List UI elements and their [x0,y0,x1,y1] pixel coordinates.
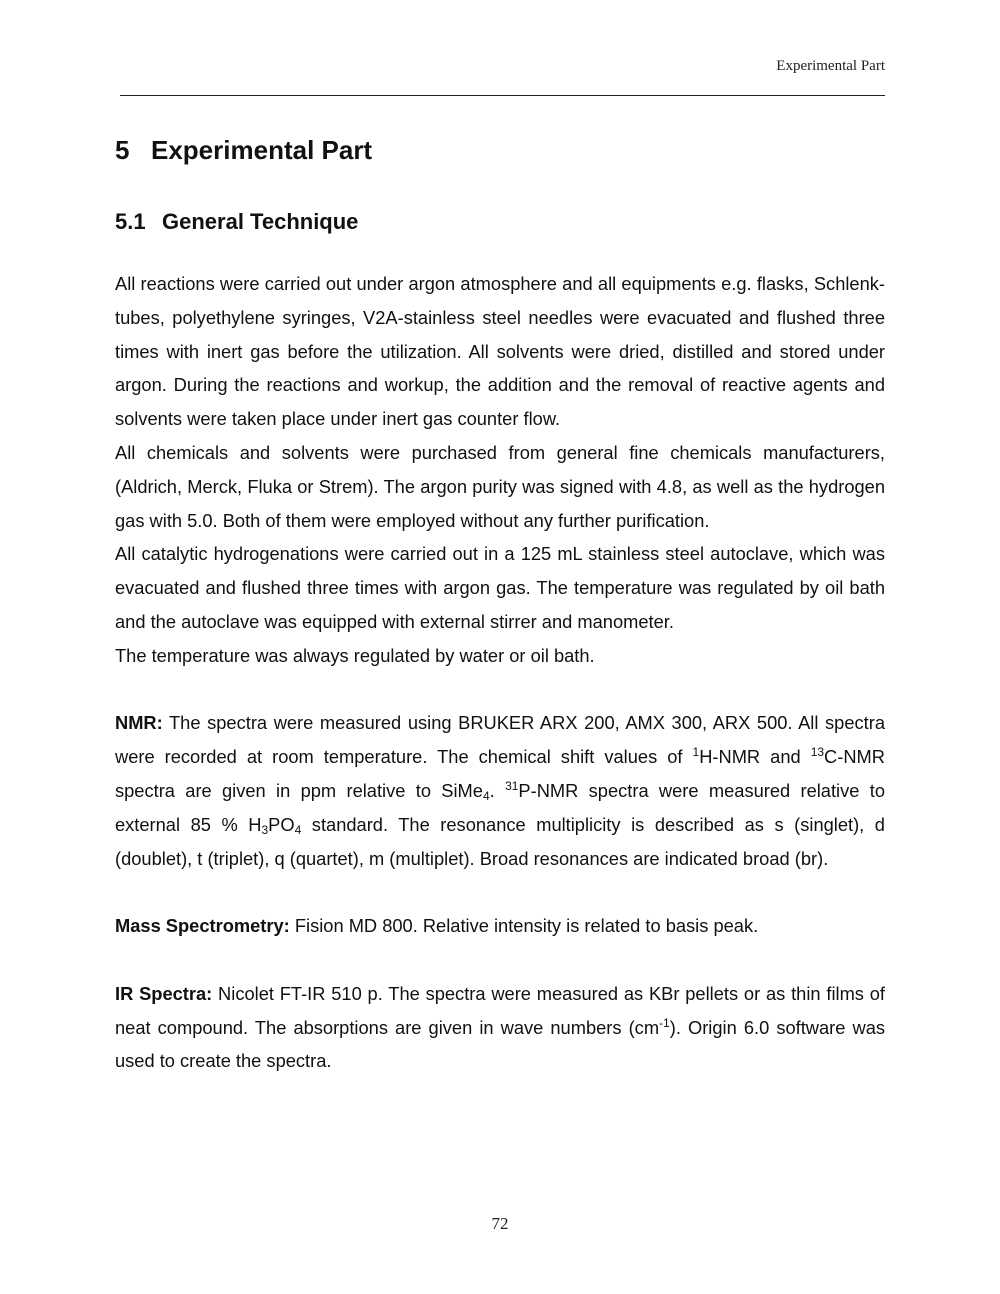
page-content [115,128,885,1078]
page-number: 72 [491,1214,509,1233]
paragraph-nmr [115,706,885,875]
paragraph-chemicals: All chemicals and solvents were purchased from general fine chemicals manufacturers, (Aldrich, Merck, Fluka or Strem). The argon purity was signed with 4.8, as well as the hydrogen gas with 5.0. Both of them were employed without any further purification. [115,441,885,531]
paragraph-temperature: The temperature was always regulated by water or oil bath. [115,644,595,666]
running-header: Experimental Part [776,58,885,74]
nmr-text: PO [268,813,295,835]
subscript: 4 [482,788,490,803]
mass-label: Mass Spectrometry: [115,915,290,937]
subscript: 3 [261,822,269,837]
spacer [115,673,885,707]
superscript: 13 [810,745,825,760]
paragraph-ir-spectra [115,977,885,1078]
ir-text: Nicolet FT-IR 510 p. The spectra were measured as KBr pellets or as thin films of neat compound. The absorptions are given in wave numbers (cm [115,982,886,1038]
chapter-heading [115,134,885,166]
nmr-text: . [489,779,506,801]
nmr-label: NMR: [115,712,163,734]
section-heading [115,208,885,236]
nmr-text: The spectra were measured using BRUKER ARX 200, AMX 300, ARX 500. All spectra were recorded at room temperature. The chemical shift values of [115,712,885,768]
paragraph-mass-spectrometry [115,909,885,943]
chapter-title: Experimental Part [151,135,373,165]
paragraph-reactions: All reactions were carried out under argon atmosphere and all equipments e.g. flasks, Schlenk-tubes, polyethylene syringes, V2A-stainless steel needles were evacuated and flushed three times with inert gas before the utilization. All solvents were dried, distilled and stored under argon. During the reactions and workup, the addition and the removal of reactive agents and solvents were taken place under inert gas counter flow. [115,273,885,430]
superscript: 31 [505,778,519,793]
paragraph-hydrogenations: All catalytic hydrogenations were carried out in a 125 mL stainless steel autoclave, which was evacuated and flushed three times with argon gas. The temperature was regulated by oil bath and the autoclave was equipped with external stirrer and manometer. [115,543,885,632]
superscript: 1 [692,745,700,760]
nmr-text: C-NMR spectra are given in ppm relative to SiMe [115,746,885,801]
spacer [115,875,885,909]
chapter-number: 5 [115,135,130,165]
section-number: 5.1 [115,209,146,234]
header-rule [120,95,885,96]
subscript: 4 [294,822,302,837]
mass-text: Fision MD 800. Relative intensity is related to basis peak. [289,915,759,937]
ir-label: IR Spectra: [115,982,213,1004]
nmr-text: standard. The resonance multiplicity is described as s (singlet), d (doublet), t (triplet), q (quartet), m (multiplet). Broad resonances are indicated broad (br). [115,813,885,869]
nmr-text: H-NMR and [699,746,811,768]
superscript: -1 [659,1015,670,1030]
spacer [115,943,885,977]
section-title: General Technique [162,209,359,234]
ir-text: ). Origin 6.0 software was used to create the spectra. [115,1016,886,1072]
nmr-text: P-NMR spectra were measured relative to external 85 % H [115,779,885,835]
